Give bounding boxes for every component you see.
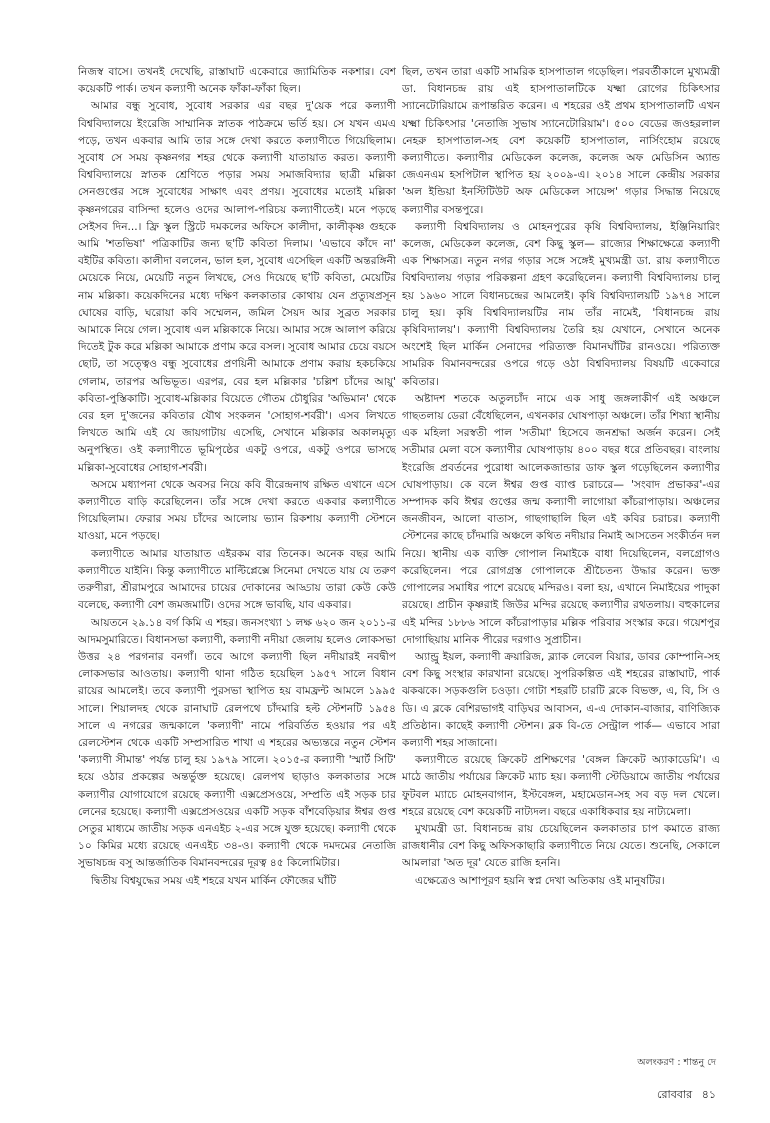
paragraph: ছিল, তখন তারা একটি সামরিক হাসপাতাল গড়েছিল। পরবর্তীকালে মুখ্যমন্ত্রী ডা. বিধানচন্দ্র রায় এই হাসপাতালটিকে যক্ষ্মা রোগের চিকিৎসার স্যানেটোরিয়ামে রূপান্তরিত করেন। এ শহরের ওই প্রথম হাসপাতালটি এখন যক্ষ্মা চিকিৎসার 'নেতাজি সুভাষ স্যানেটোরিয়াম'। ৫০০ বেডের জওহরলাল নেহরু হাসপাতাল-সহ বেশ কয়েকটি হাসপাতাল, নার্সিংহোম রয়েছে কল্যাণীতে। কল্যাণীর মেডিকেল কলেজ, কলেজ অফ মেডিসিন অ্যান্ড জেএনএম হসপিটাল স্থাপিত হয় ২০০৯-এ। ২০১৪ সালে কেন্দ্রীয় সরকার 'অল ইন্ডিয়া ইনস্টিটিউট অফ মেডিকেল সায়েন্স' গড়ার সিদ্ধান্ত নিয়েছে কল্যাণীর বসন্তপুরে। bbox=[402, 66, 720, 216]
paragraph: অ্যান্ড্রু ইয়ল, কল্যাণী ক্রয়ারিজ, ব্ল্যাক লেবেল বিয়ার, ডাবর কোম্পানি-সহ বেশ কিছু সংস্থার কারখানা রয়েছে। সুপরিকল্পিত এই শহরের রাস্তাঘাট, পার্ক ঝকঝকে। সড়কগুলি চওড়া। গোটা শহরটি চারটি ব্লকে বিভক্ত, এ, বি, সি ও ডি। এ ব্লকে বেশিরভাগই বাড়িঘর আবাসন, এ-এ দোকান-বাজার, বাণিজ্যিক প্রতিষ্ঠান। কাছেই কল্যাণী স্টেশন। ব্লক বি-তে সেন্ট্রাল পার্ক— এভাবে সারা কল্যাণী শহর সাজানো। bbox=[402, 650, 720, 749]
paragraph: আমার বন্ধু সুবোধ, সুবোধ সরকার এর বছর দু'য়েক পরে কল্যাণী বিশ্ববিদ্যালয়ে ইংরেজি সাম্মানিক স্নাতক পাঠক্রমে ভর্তি হয়। সে যখন এমএ পড়ে, তখন একবার আমি তার সঙ্গে দেখা করতে কল্যাণীতে গিয়েছিলাম। সুবোধ সে সময় কৃষ্ণনগর শহর থেকে কল্যাণী যাতায়াত করত। কল্যাণী বিশ্ববিদ্যালয়ে স্নাতক শ্রেণিতে পড়ার সময় সমাজবিদ্যার ছাত্রী মল্লিকা সেনগুপ্তের সঙ্গে সুবোধের সাক্ষাৎ এবং প্রণয়। সুবোধের মতোই মল্লিকা কৃষ্ণনগরের বাসিন্দা হলেও ওদের আলাপ-পরিচয় কল্যাণীতেই। মনে পড়ছে সেইসব দিন...। ফ্রি স্কুল স্ট্রিটে দমকলের অফিসে কালীদা, কালীকৃষ্ণ গুহকে আমি 'শতভিষা' পত্রিকাটির জন্য ছ'টি কবিতা দিলাম। 'এভাবে কাঁদে না' বইটির কবিতা। কালীদা বললেন, ভাল হল, সুবোধ এসেছিল একটি অন্তরঙ্গিনী মেয়েকে নিয়ে, মেয়েটি নতুন লিখছে, সেও দিয়েছে ছ'টি কবিতা, মেয়েটির নাম মল্লিকা। কয়েকদিনের মধ্যে দক্ষিণ কলকাতার কোথায় যেন প্রত্যুষপ্রসূন ঘোষের বাড়ি, ঘরোয়া কবি সম্মেলন, জমিল সৈয়দ আর সুব্রত সরকার আমাকে নিয়ে গেল। সুবোধ এল মল্লিকাকে নিয়ে। আমার সঙ্গে আলাপ করিয়ে দিতেই টুক করে মল্লিকা আমাকে প্রণাম করে বসল। সুবোধ আমার চেয়ে বয়সে ছোট, তা সত্ত্বেও বন্ধু সুবোধের প্রণয়িনী আমাকে প্রণাম করায় হকচকিয়ে গেলাম, তারপর অভিভূত। এরপর, বের হল মল্লিকার 'চল্লিশ চাঁদের আয়ু' কবিতা-পুস্তিকাটি। সুবোধ-মল্লিকার বিয়েতে গৌতম চৌধুরির 'অভিমান' থেকে বের হল দু'জনের কবিতার যৌথ সংকলন 'সোহাগ-শর্বরী'। এসব লিখতে লিখতে আমি এই যে জায়গাটায় এসেছি, সেখানে মল্লিকার অকালমৃত্যু অনুপস্থিত। ওই কল্যাণীতে ভূমিপৃষ্ঠের একটু ওপরে, একটু ওপরে ভাসছে মল্লিকা-সুবোধের সোহাগ-শর্বরী। bbox=[78, 100, 396, 474]
article-column-left bbox=[78, 64, 396, 1049]
article-column-right bbox=[402, 64, 720, 1049]
paragraph: কল্যাণীতে আমার যাতায়াত এইরকম বার তিনেক। অনেক বছর আমি কল্যাণীতে যাইনি। কিন্তু কল্যাণীতে মাল্টিপ্লেক্সে সিনেমা দেখতে যায় যে তরুণ তরুণীরা, শ্রীরামপুরে আমাদের চায়ের দোকানের আড্ডায় তারা কেউ কেউ বলেছে, কল্যাণী বেশ জমজমাটি। ওদের সঙ্গে ভাবছি, যাব একবার। bbox=[78, 547, 396, 612]
paragraph: মুখ্যমন্ত্রী ডা. বিধানচন্দ্র রায় চেয়েছিলেন কলকাতার চাপ কমাতে রাজ্য রাজধানীর বেশ কিছু অফিসকাছারি কল্যাণীতে নিয়ে যেতে। শুনেছি, সেকালে আমলারা 'অত দূর' যেতে রাজি হননি। bbox=[402, 822, 720, 870]
paragraph: আয়তনে ২৯.১৪ বর্গ কিমি এ শহর। জনসংখ্যা ১ লক্ষ ৬২০ জন ২০১১-র আদমসুমারিতে। বিধানসভা কল্যাণী, কল্যাণী নদীয়া জেলায় হলেও লোকসভা উত্তর ২৪ পরগনার বনগাঁ। তবে আগে কল্যাণী ছিল নদীয়ারই নবদ্বীপ লোকসভার আওতায়। কল্যাণী থানা গঠিত হয়েছিল ১৯৫৭ সালে বিধান রায়ের আমলেই। তবে কল্যাণী পুরসভা স্থাপিত হয় বামফ্রন্ট আমলে ১৯৯৫ সালে। শিয়ালদহ থেকে রানাঘাট রেলপথে চাঁদমারি হল্ট স্টেশনটি ১৯৫৪ সালে এ নগরের জন্মকালে 'কল্যাণী' নামে পরিবর্তিত হওয়ার পর এই রেলস্টেশন থেকে একটি সম্প্রসারিত শাখা এ শহরের অভ্যন্তরে নতুন স্টেশন 'কল্যাণী সীমান্ত' পর্যন্ত চালু হয় ১৯৭৯ সালে। ২০১৫-র কল্যাণী 'স্মার্ট সিটি' হয়ে ওঠার প্রকল্পের অন্তর্ভুক্ত হয়েছে। রেলপথ ছাড়াও কলকাতার সঙ্গে কল্যাণীর যোগাযোগে রয়েছে কল্যাণী এক্সপ্রেসওয়ে, সম্প্রতি এই সড়ক চার লেনের হয়েছে। কল্যাণী এক্সপ্রেসওয়ের একটি সড়ক বাঁশবেড়িয়ার ঈশ্বর গুপ্ত সেতুর মাধ্যমে জাতীয় সড়ক এনএইচ ২-এর সঙ্গে যুক্ত হয়েছে। কল্যাণী থেকে ১০ কিমির মধ্যে রয়েছে এনএইচ ৩৪-ও। কল্যাণী থেকে দমদমের নেতাজি সুভাষচন্দ্র বসু আন্তর্জাতিক বিমানবন্দরের দূরত্ব ৪৫ কিলোমিটার। bbox=[78, 616, 396, 870]
paragraph: অসমে মধ্যাপনা থেকে অবসর নিয়ে কবি বীরেন্দ্রনাথ রক্ষিত এখানে এসে কল্যাণীতে বাড়ি করেছিলেন। তাঁর সঙ্গে দেখা করতে একবার কল্যাণীতে গিয়েছিলাম। ফেরার সময় চাঁদের আলোয় ভ্যান রিকশায় কল্যাণী স্টেশনে যাওয়া, মনে পড়ছে। bbox=[78, 478, 396, 543]
page-number: ৪১ bbox=[701, 1088, 716, 1101]
paragraph: কল্যাণীতে রয়েছে ক্রিকেট প্রশিক্ষণের 'বেঙ্গল ক্রিকেট অ্যাকাডেমি'। এ মাঠে জাতীয় পর্যায়ের ক্রিকেট ম্যাচ হয়। কল্যাণী স্টেডিয়ামে জাতীয় পর্যায়ের ফুটবল ম্যাচে মোহনবাগান, ইস্টবেঙ্গল, মহামেডান-সহ সব বড় দল খেলে। শহরে রয়েছে বেশ কয়েকটি নাট্যদল। বছরে একাধিকবার হয় নাট্যমেলা। bbox=[402, 754, 720, 818]
paragraph: কল্যাণী বিশ্ববিদ্যালয় ও মোহনপুরের কৃষি বিশ্ববিদ্যালয়, ইঞ্জিনিয়ারিং কলেজ, মেডিকেল কলেজ, বেশ কিছু স্কুল— রাজ্যের শিক্ষাক্ষেত্রে কল্যাণী এক শিক্ষাসত্র। নতুন নগর গড়ার সঙ্গে সঙ্গেই মুখ্যমন্ত্রী ডা. রায় কল্যাণীতে বিশ্ববিদ্যালয় গড়ার পরিকল্পনা গ্রহণ করেছিলেন। কল্যাণী বিশ্ববিদ্যালয় চালু হয় ১৯৬০ সালে বিধানচন্দ্রের আমলেই। কৃষি বিশ্ববিদ্যালয়টি ১৯৭৪ সালে চালু হয়। কৃষি বিশ্ববিদ্যালয়টির নাম তাঁর নামেই, 'বিধানচন্দ্র রায় কৃষিবিদ্যালয়'। কল্যাণী বিশ্ববিদ্যালয় তৈরি হয় যেখানে, সেখানে অনেক অংশেই ছিল মার্কিন সেনাদের পরিত্যক্ত বিমানঘাঁটির রানওয়ে। পরিত্যক্ত সামরিক বিমানবন্দরের ওপরে গড়ে ওঠা বিশ্ববিদ্যালয় বিষয়টি একেবারে কবিতার। bbox=[402, 220, 720, 388]
paragraph: নিজস্ব বাসে। তখনই দেখেছি, রাস্তাঘাট একেবারে জ্যামিতিক নকশার। বেশ কয়েকটি পার্ক। তখন কল্যাণী অনেক ফাঁকা-ফাঁকা ছিল। bbox=[78, 66, 396, 96]
paragraph: এক্ষেত্রেও আশাপূরণ হয়নি স্বপ্ন দেখা অতিকায় ওই মানুষটির। bbox=[415, 874, 665, 887]
paragraph: অষ্টাদশ শতকে অতুলচাঁদ নামে এক সাধু জঙ্গলাকীর্ণ এই অঞ্চলে গাছতলায় ডেরা বেঁধেছিলেন, এখনকার ঘোষপাড়া অঞ্চলে। তাঁর শিষ্যা স্থানীয় এক মহিলা সরস্বতী পাল 'সতীমা' হিসেবে জনশ্রদ্ধা অর্জন করেন। সেই সতীমার মেলা বসে কল্যাণীর ঘোষপাড়ায় ৪০০ বছর ধরে প্রতিবছর। বাংলায় ইংরেজি প্রবর্তনের পুরোধা আলেকজান্ডার ডাফ স্কুল গড়েছিলেন কল্যাণীর ঘোষপাড়ায়। কে বলে ঈশ্বর গুপ্ত ব্যাপ্ত চরাচরে— 'সংবাদ প্রভাকর'-এর সম্পাদক কবি ঈশ্বর গুপ্তের জন্ম কল্যাণী লাগোয়া কাঁচরাপাড়ায়। অঞ্চলের জনজীবন, আলো বাতাস, গাছগাছালি ছিল এই কবির চরাচর। কল্যাণী স্টেশনের কাছে চাঁদমারি অঞ্চলে কথিত নদীয়ার নিমাই আসতেন সংকীর্তন দল নিয়ে। স্থানীয় এক ব্যক্তি গোপাল নিমাইকে বাধা দিয়েছিলেন, বলগ্রোগও করেছিলেন। পরে রোগগ্রস্ত গোপালকে শ্রীচৈতন্য উদ্ধার করেন। ভক্ত গোপালের সমাধির পাশে রয়েছে মন্দিরও। বলা হয়, এখানে নিমাইয়ের পাদুকা রয়েছে। প্রাচীন কৃষ্ণরাই জিউর মন্দির রয়েছে কল্যাণীর রথতলায়। বহুকালের এই মন্দির ১৮৮৬ সালে কাঁচরাপাড়ার মল্লিক পরিবার সংস্কার করে। গয়েশপুর দোগাছিয়ায় মানিক পীরের দরগাও সুপ্রাচীন। bbox=[402, 392, 720, 646]
illustration-credit: অলংকরণ : শান্তনু দে bbox=[637, 1057, 716, 1068]
page-footer bbox=[651, 1086, 716, 1105]
magazine-name: রোববার bbox=[657, 1088, 693, 1101]
paragraph: দ্বিতীয় বিশ্বযুদ্ধের সময় এই শহরে যখন মার্কিন ফৌজের ঘাঁটি bbox=[91, 874, 337, 887]
